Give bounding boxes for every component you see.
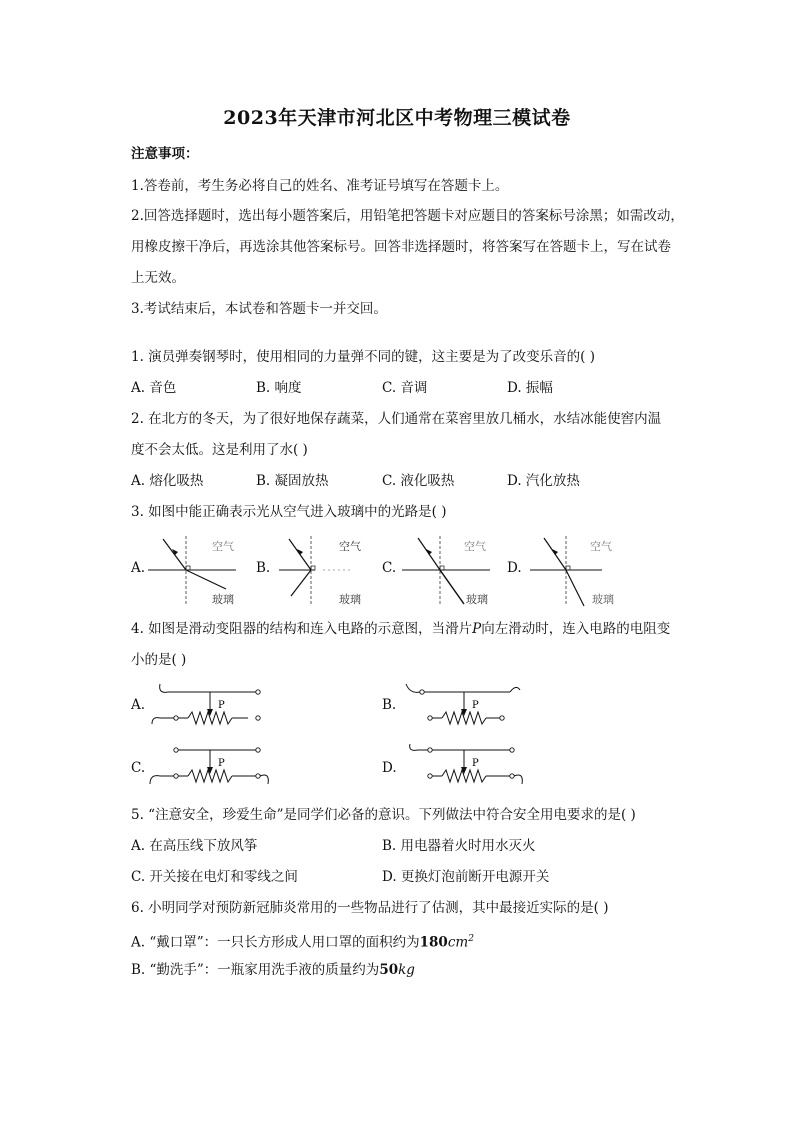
q6-option-b-unit: kg — [398, 962, 415, 978]
q3-b-air-label: 空气 — [339, 540, 361, 553]
q4-b-slider-label: P — [472, 700, 479, 711]
q3-d-air-label: 空气 — [590, 540, 612, 553]
q3-diagram-c — [402, 534, 497, 608]
notice-heading: 注意事项： — [131, 146, 199, 162]
notice-item-2-line-1: 2.回答选择题时，选出每小题答案后，用铅笔把答题卡对应题目的答案标号涂黑；如需改动， — [131, 208, 684, 224]
q6-option-a-exponent: 2 — [468, 934, 474, 944]
q4-a-slider-label: P — [218, 700, 225, 711]
q1-option-a: A. 音色 — [131, 380, 177, 396]
q4-option-c-label: C. — [131, 760, 146, 776]
q4-diagram-a — [148, 680, 268, 730]
q5-stem: 5. “注意安全，珍爱生命”是同学们必备的意识。下列做法中符合安全用电要求的是( ) — [131, 807, 636, 823]
page-title: 2023年天津市河北区中考物理三模试卷 — [223, 107, 571, 129]
q4-diagram-c — [148, 742, 283, 792]
q2-stem-line-1: 2. 在北方的冬天，为了很好地保存蔬菜，人们通常在菜窖里放几桶水，水结冰能使窖内温 — [131, 411, 662, 427]
q4-variable-p: P — [472, 621, 482, 637]
q4-option-b-label: B. — [382, 697, 397, 713]
q4-stem-line-2: 小的是( ) — [131, 652, 187, 668]
q4-stem-line-1 — [131, 619, 670, 639]
q2-option-b: B. 凝固放热 — [256, 473, 329, 489]
q3-c-air-label: 空气 — [464, 540, 486, 553]
q2-stem-line-2: 度不会太低。这是利用了水( ) — [131, 442, 308, 458]
q6-option-b-text: B. “勤洗手”：一瓶家用洗手液的质量约为 — [131, 962, 380, 978]
notice-item-1: 1.答卷前，考生务必将自己的姓名、准考证号填写在答题卡上。 — [131, 178, 509, 194]
q1-option-b: B. 响度 — [256, 380, 302, 396]
q5-option-c: C. 开关接在电灯和零线之间 — [131, 869, 298, 885]
q1-option-d: D. 振幅 — [507, 380, 553, 396]
q5-option-d: D. 更换灯泡前断开电源开关 — [382, 869, 550, 885]
q4-d-slider-label: P — [472, 758, 479, 769]
q6-option-a-number: 180 — [419, 934, 448, 951]
notice-item-2-line-3: 上无效。 — [131, 270, 185, 286]
q4-diagram-b — [402, 680, 532, 730]
q3-stem: 3. 如图中能正确表示光从空气进入玻璃中的光路是( ) — [131, 504, 447, 520]
q3-diagram-a — [148, 534, 243, 608]
q3-b-glass-label: 玻璃 — [339, 593, 361, 606]
q6-option-a-text: A. “戴口罩”：一只长方形成人用口罩的面积约为 — [131, 934, 420, 951]
q3-option-c-label: C. — [382, 560, 397, 576]
q4-stem-part-2: 向左滑动时，连入电路的电阻变 — [481, 621, 671, 637]
q3-option-a-label: A. — [131, 560, 146, 576]
q4-diagram-d — [402, 742, 537, 792]
q2-option-d: D. 汽化放热 — [507, 473, 580, 489]
q4-c-slider-label: P — [218, 758, 225, 769]
q3-c-glass-label: 玻璃 — [466, 593, 488, 606]
q3-option-d-label: D. — [507, 560, 522, 576]
notice-item-3: 3.考试结束后，本试卷和答题卡一并交回。 — [131, 301, 387, 317]
q1-option-c: C. 音调 — [382, 380, 428, 396]
notice-item-2-line-2: 用橡皮擦干净后，再选涂其他答案标号。回答非选择题时，将答案写在答题卡上，写在试卷 — [131, 239, 671, 255]
q4-stem-part-1: 4. 如图是滑动变阻器的结构和连入电路的示意图，当滑片 — [131, 621, 473, 637]
q6-option-b-number: 50 — [379, 962, 399, 978]
q2-option-a: A. 熔化吸热 — [131, 473, 204, 489]
q6-option-b — [131, 960, 415, 980]
q4-option-d-label: D. — [382, 760, 397, 776]
q6-option-a-unit: cm — [447, 934, 469, 951]
q1-stem: 1. 演员弹奏钢琴时，使用相同的力量弹不同的键，这主要是为了改变乐音的( ) — [131, 349, 595, 365]
q2-option-c: C. 液化吸热 — [382, 473, 455, 489]
q3-a-air-label: 空气 — [212, 540, 234, 553]
q3-a-glass-label: 玻璃 — [212, 593, 234, 606]
q4-option-a-label: A. — [131, 697, 146, 713]
q3-diagram-d — [528, 534, 623, 608]
q6-option-a — [131, 929, 474, 953]
q6-stem: 6. 小明同学对预防新冠肺炎常用的一些物品进行了估测，其中最接近实际的是( ) — [131, 900, 609, 916]
q3-option-b-label: B. — [256, 560, 271, 576]
q3-diagram-b — [275, 534, 370, 608]
q3-d-glass-label: 玻璃 — [592, 593, 614, 606]
q5-option-a: A. 在高压线下放风筝 — [131, 838, 258, 854]
q5-option-b: B. 用电器着火时用水灭火 — [382, 838, 536, 854]
